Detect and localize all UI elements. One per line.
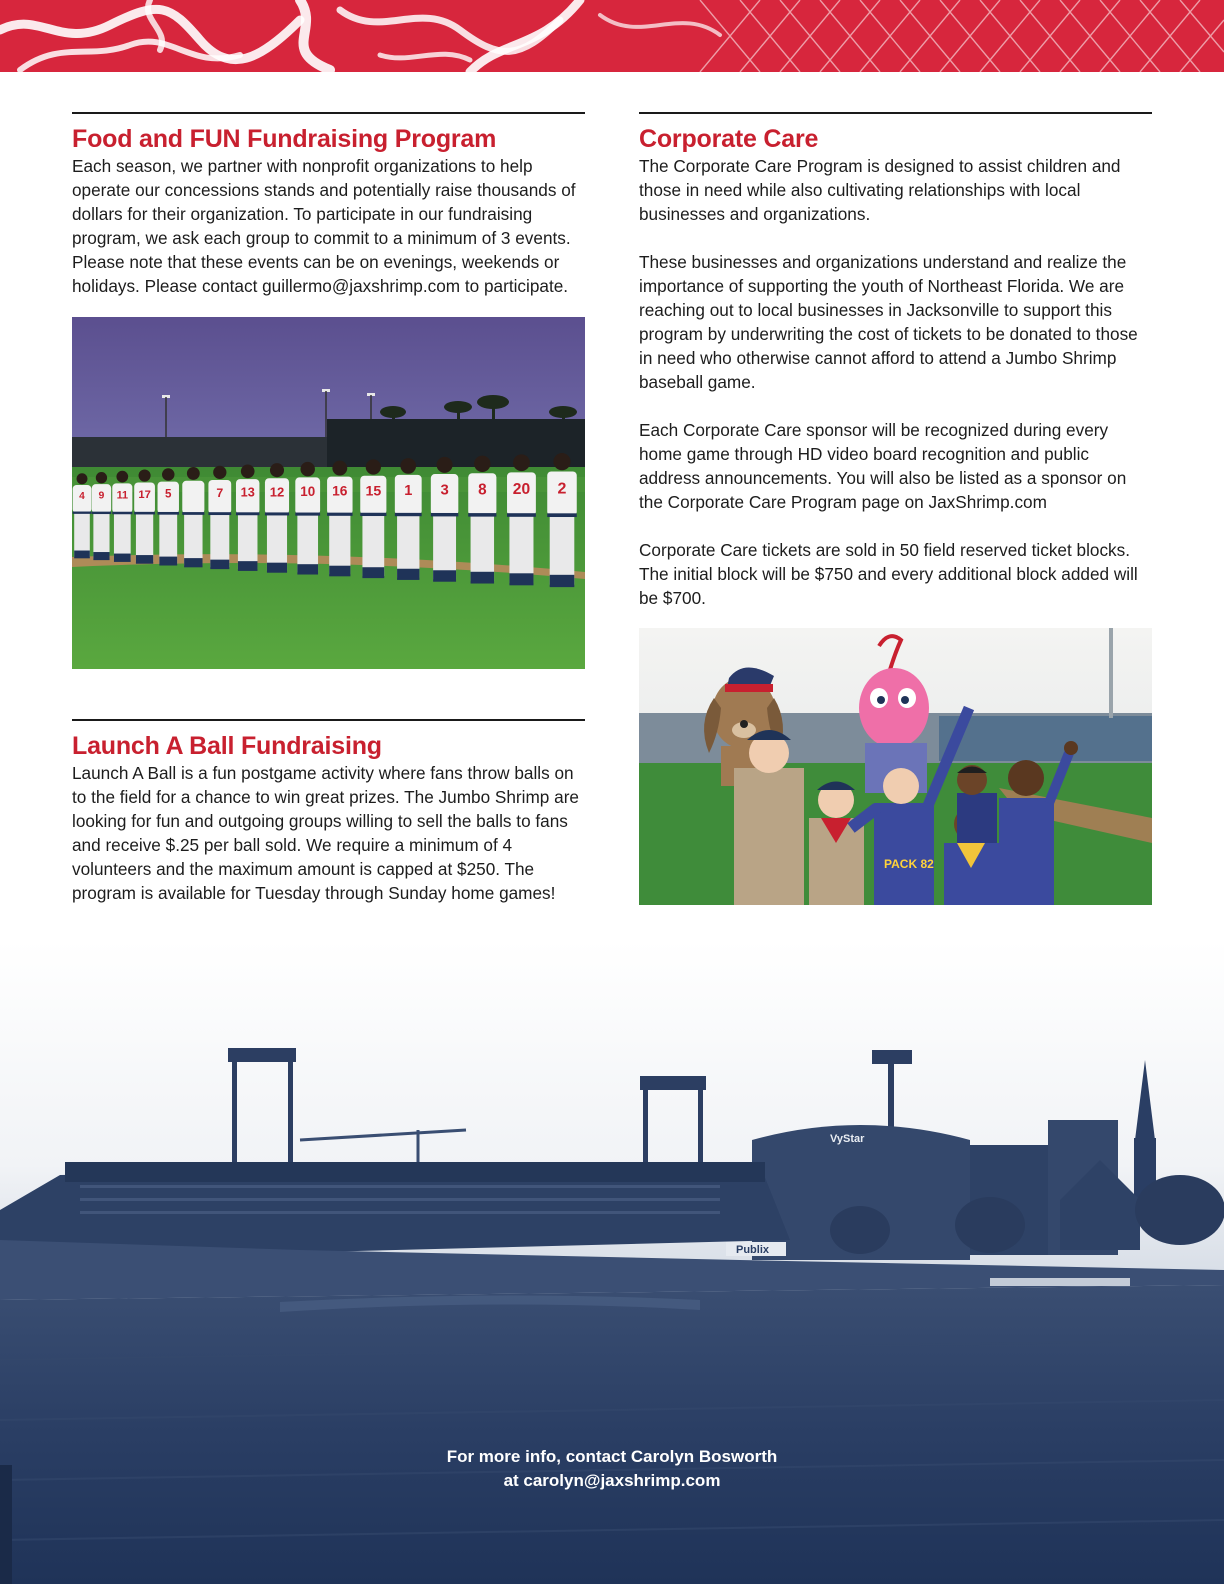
team-lineup-photo <box>72 317 585 669</box>
jersey-number: 3 <box>440 482 449 499</box>
arena-sign: VyStar <box>830 1133 865 1145</box>
food-fun-title: Food and FUN Fundraising Program <box>72 125 497 153</box>
pack-label: PACK 82 <box>884 857 934 871</box>
stadium-background <box>0 940 1224 1584</box>
jersey-number: 10 <box>300 484 316 500</box>
section-divider <box>72 719 585 721</box>
corporate-care-paragraph-1: The Corporate Care Program is designed to assist children and those in need while also cultivating relationships with local businesses and organizations. <box>639 156 1121 224</box>
player-figure <box>547 453 577 587</box>
section-divider <box>639 112 1152 114</box>
player-figure <box>73 473 92 558</box>
jersey-number: 5 <box>165 487 172 501</box>
player-figure <box>112 471 132 562</box>
jersey-number: 12 <box>269 484 285 500</box>
top-banner-pattern <box>0 0 1224 72</box>
player-figure <box>327 461 352 577</box>
player-figure <box>208 466 231 569</box>
corporate-care-section <box>639 112 1152 610</box>
jersey-number: 11 <box>116 489 129 502</box>
corporate-care-paragraph-3: Each Corporate Care sponsor will be recognized during every home game through HD video board recognition and public address announcements. You will also be listed as a sponsor on the Corporate Care Program page on JaxShrimp.com <box>639 420 1127 512</box>
player-figure <box>236 464 259 570</box>
player-figure <box>158 468 179 565</box>
launch-ball-title: Launch A Ball Fundraising <box>72 732 382 760</box>
player-figure <box>182 467 204 567</box>
jersey-number: 20 <box>512 480 531 498</box>
jersey-number: 13 <box>240 485 255 500</box>
player-figure <box>395 458 422 580</box>
publix-sign: Publix <box>736 1244 770 1256</box>
launch-ball-section <box>72 719 585 905</box>
section-divider <box>72 112 585 114</box>
corporate-care-title: Corporate Care <box>639 125 819 153</box>
launch-ball-body: Launch A Ball is a fun postgame activity where fans throw balls on to the field for a chance to win great prizes. The Jumbo Shrimp are looking for fun and outgoing groups willing to sell the balls to fans and receive $.25 per ball sold. We require a minimum of 4 volunteers and the maximum amount is capped at $250. The program is available for Tuesday through Sunday home games! <box>72 763 579 903</box>
jersey-number: 8 <box>478 481 487 499</box>
contact-line-1: For more info, contact Carolyn Bosworth <box>446 1447 778 1466</box>
corporate-care-paragraph-2: These businesses and organizations understand and realize the importance of supporting the youth of Northeast Florida. We are reaching out to local businesses in Jacksonville to support this program by underwriting the cost of tickets to be donated to those in need who otherwise cannot afford to attend a Jumbo Shrimp baseball game. <box>639 252 1138 392</box>
jersey-number: 16 <box>332 483 348 499</box>
jersey-number: 4 <box>79 491 85 503</box>
player-figure <box>295 462 320 575</box>
player-figure <box>431 457 458 582</box>
jersey-number: 1 <box>404 482 413 499</box>
jersey-number: 17 <box>138 489 151 502</box>
jersey-number: 9 <box>98 489 105 502</box>
jersey-number: 15 <box>365 483 382 500</box>
player-figure <box>468 456 496 584</box>
corporate-care-paragraph-4: Corporate Care tickets are sold in 50 field reserved ticket blocks. The initial block will be $750 and every additional block added will be $700. <box>639 540 1138 608</box>
jersey-number: 7 <box>216 486 224 501</box>
player-figure <box>265 463 289 573</box>
player-figure <box>507 454 536 585</box>
food-fun-body: Each season, we partner with nonprofit organizations to help operate our concessions stands and potentially raise thousands of dollars for their organization. To participate in our fundraising program, we ask each group to commit to a minimum of 3 events. Please note that these events can be on evenings, weekends or holidays. Please contact guillermo@jaxshrimp.com to participate. <box>72 156 576 296</box>
player-figure <box>92 472 111 560</box>
contact-email[interactable]: at carolyn@jaxshrimp.com <box>503 1471 721 1490</box>
jersey-number: 2 <box>557 480 567 498</box>
player-figure <box>134 470 155 564</box>
food-fun-section <box>72 112 585 298</box>
scouts-mascots-photo <box>639 628 1152 905</box>
player-figure <box>360 459 386 578</box>
